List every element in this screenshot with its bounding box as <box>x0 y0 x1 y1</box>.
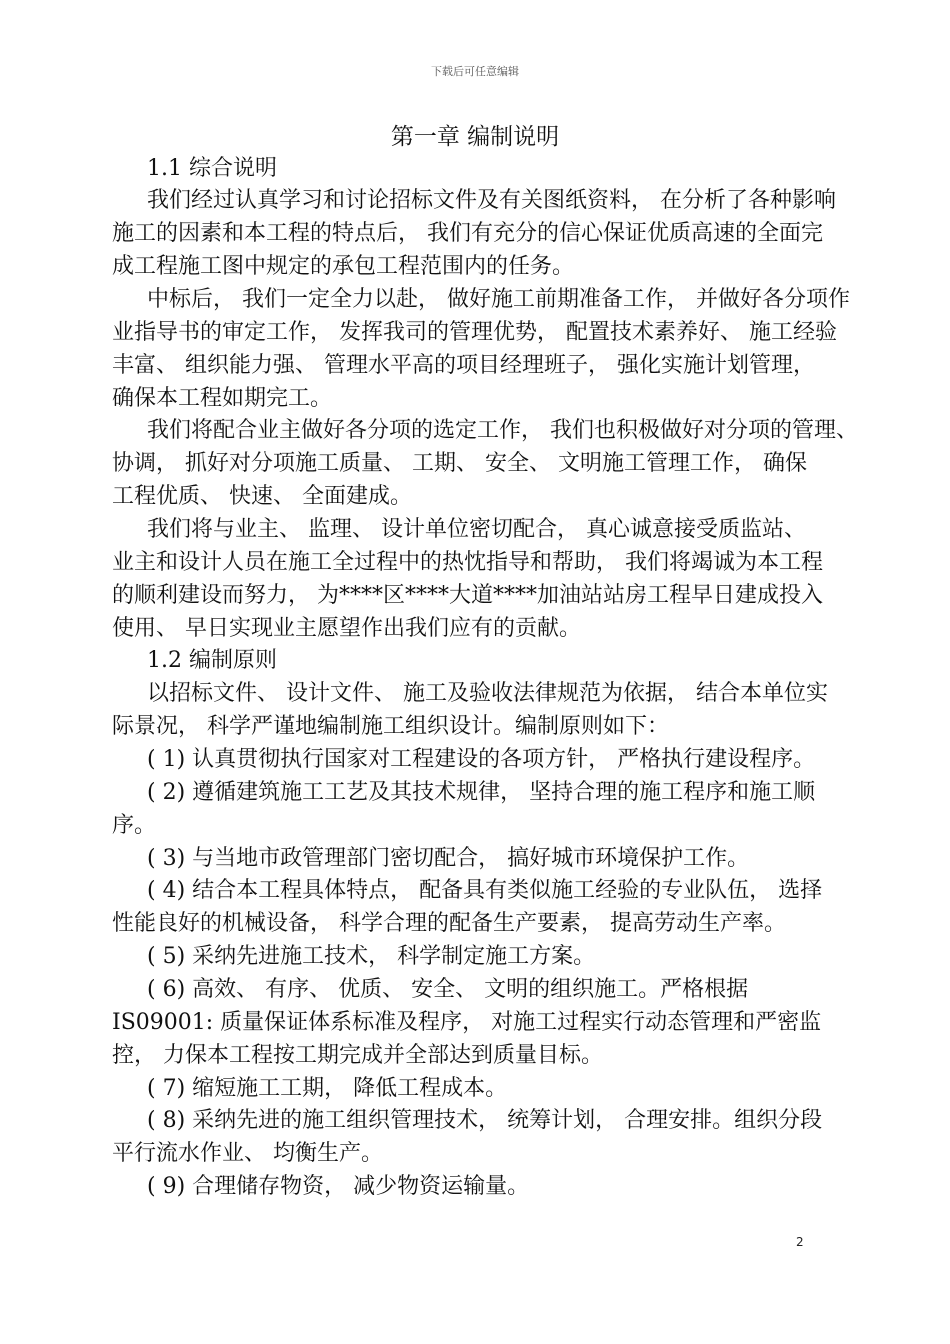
list-item-line: ( 1) 认真贯彻执行国家对工程建设的各项方针， 严格执行建设程序。 <box>147 747 816 772</box>
paragraph-line: 业主和设计人员在施工全过程中的热忱指导和帮助， 我们将竭诚为本工程 <box>112 550 823 575</box>
paragraph-line: 我们经过认真学习和讨论招标文件及有关图纸资料， 在分析了各种影响 <box>147 188 836 213</box>
list-item-line: 平行流水作业、 均衡生产。 <box>112 1141 383 1166</box>
paragraph-line: 使用、 早日实现业主愿望作出我们应有的贡献。 <box>112 616 581 641</box>
list-item-line: ( 9) 合理储存物资， 减少物资运输量。 <box>147 1174 530 1199</box>
paragraph-line: 我们将配合业主做好各分项的选定工作， 我们也积极做好对分项的管理、 <box>147 418 858 443</box>
paragraph-line: 际景况， 科学严谨地编制施工组织设计。编制原则如下： <box>112 714 669 739</box>
list-item-line: ( 4) 结合本工程具体特点， 配备具有类似施工经验的专业队伍， 选择 <box>147 878 823 903</box>
paragraph-line: 协调， 抓好对分项施工质量、 工期、 安全、 文明施工管理工作， 确保 <box>112 451 807 476</box>
paragraph-line: 中标后， 我们一定全力以赴， 做好施工前期准备工作， 并做好各分项作 <box>147 287 850 312</box>
chapter-title: 第一章 编制说明 <box>390 124 560 150</box>
list-item-line: ( 6) 高效、 有序、 优质、 安全、 文明的组织施工。严格根据 <box>147 977 749 1002</box>
list-item-line: ( 7) 缩短施工工期， 降低工程成本。 <box>147 1076 508 1101</box>
list-item-line: 性能良好的机械设备， 科学合理的配备生产要素， 提高劳动生产率。 <box>112 911 786 936</box>
paragraph-line: 我们将与业主、 监理、 设计单位密切配合， 真心诚意接受质监站、 <box>147 517 806 542</box>
list-item-line: 控， 力保本工程按工期完成并全部达到质量目标。 <box>112 1043 603 1068</box>
list-item-line: ( 5) 采纳先进施工技术， 科学制定施工方案。 <box>147 944 596 969</box>
paragraph-line: 以招标文件、 设计文件、 施工及验收法律规范为依据， 结合本单位实 <box>147 681 828 706</box>
page-header-note: 下载后可任意编辑 <box>431 65 519 78</box>
list-item-line: ( 3) 与当地市政管理部门密切配合， 搞好城市环境保护工作。 <box>147 846 750 871</box>
list-item-line: 序。 <box>112 813 157 838</box>
paragraph-line: 施工的因素和本工程的特点后， 我们有充分的信心保证优质高速的全面完 <box>112 221 823 246</box>
paragraph-line: 工程优质、 快速、 全面建成。 <box>112 484 412 509</box>
section-heading-1-2: 1.2 编制原则 <box>147 648 277 673</box>
paragraph-line: 丰富、 组织能力强、 管理水平高的项目经理班子， 强化实施计划管理， <box>112 353 815 378</box>
section-heading-1-1: 1.1 综合说明 <box>147 156 277 181</box>
paragraph-line: 确保本工程如期完工。 <box>112 386 333 411</box>
list-item-line: ( 8) 采纳先进的施工组织管理技术， 统筹计划， 合理安排。组织分段 <box>147 1108 823 1133</box>
list-item-line: IS09001: 质量保证体系标准及程序， 对施工过程实行动态管理和严密监 <box>112 1010 822 1035</box>
paragraph-line: 的顺利建设而努力， 为****区****大道****加油站站房工程早日建成投入 <box>112 583 823 608</box>
paragraph-line: 业指导书的审定工作， 发挥我司的管理优势， 配置技术素养好、 施工经验 <box>112 320 837 345</box>
paragraph-line: 成工程施工图中规定的承包工程范围内的任务。 <box>112 254 575 279</box>
list-item-line: ( 2) 遵循建筑施工工艺及其技术规律， 坚持合理的施工程序和施工顺 <box>147 780 816 805</box>
page-number: 2 <box>796 1235 804 1249</box>
